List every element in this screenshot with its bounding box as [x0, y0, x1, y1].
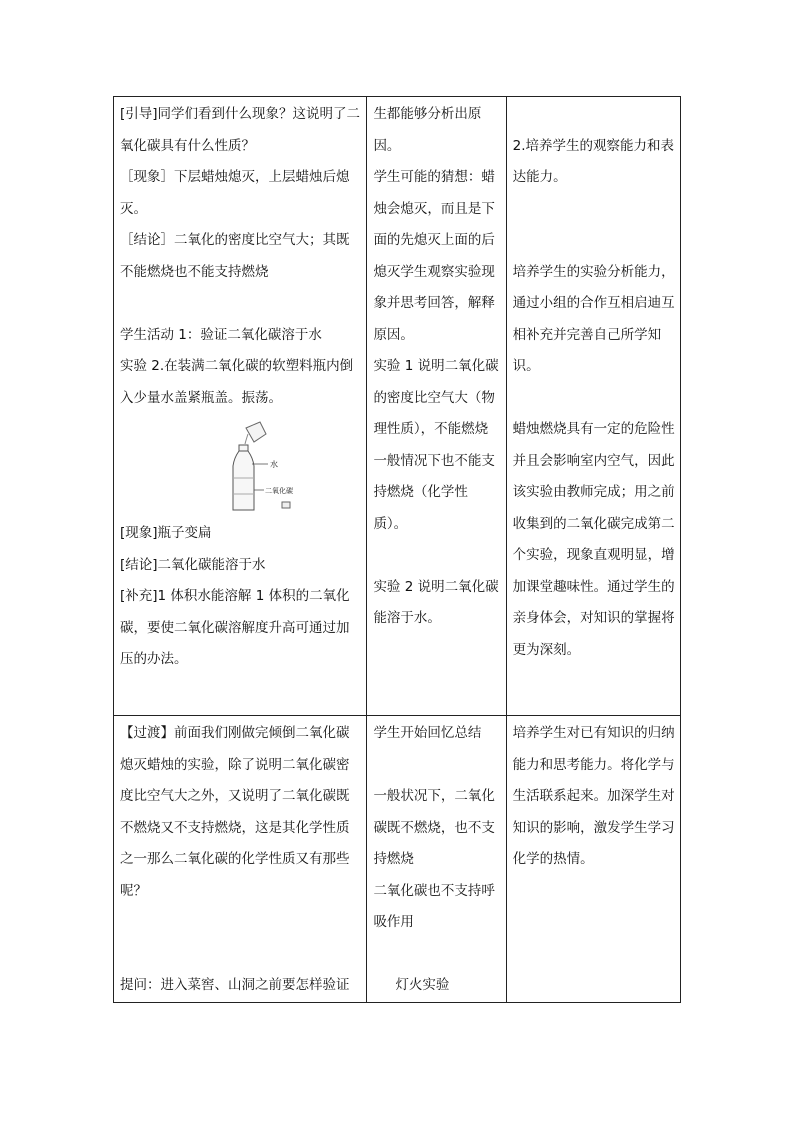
co2-property-text: 一般状况下，二氧化碳既不燃烧，也不支持燃烧	[373, 788, 495, 867]
experiment-2-text: 实验 2.在装满二氧化碳的软塑料瓶内倒入少量水盖紧瓶盖。振荡。	[120, 358, 354, 406]
co2-label: 二氧化碳	[265, 487, 293, 495]
bottle-illustration	[224, 418, 304, 518]
student-activity-title: 学生活动 1：验证二氧化碳溶于水	[120, 326, 322, 343]
transition-text: 【过渡】前面我们刚做完倾倒二氧化碳熄灭蜡烛的实验，除了说明二氧化碳密度比空气大之外，又说明了二氧化碳既不燃烧又不支持燃烧，这是其化学性质之一那么二氧化碳的化学性质又有那些呢？	[120, 725, 350, 899]
intent-analysis: 培养学生的实验分析能力，通过小组的合作互相启迪互相补充并完善自己所学知识。	[512, 263, 675, 374]
bottle-experiment-figure	[120, 414, 361, 518]
fire-test-text: 灯火实验	[395, 977, 450, 993]
design-intent-cell	[506, 97, 680, 716]
intent-safety: 蜡烛燃烧具有一定的危险性并且会影响室内空气，因此该实验由教师完成；用之前收集到的二氧化碳完成第二个实验，现象直观明显，增加课堂趣味性。通过学生的亲身体会，对知识的掌握将更为深刻。	[512, 421, 675, 658]
intent-summary: 培养学生对已有知识的归纳能力和思考能力。将化学与生活联系起来。加深学生对知识的影响，激发学生学习化学的热情。	[512, 725, 675, 867]
table-row	[114, 716, 681, 1003]
guide-question: [引导]同学们看到什么现象？这说明了二氧化碳具有什么性质？	[120, 106, 361, 154]
table-row	[114, 97, 681, 716]
question-text: 提问：进入菜窖、山洞之前要怎样验证	[120, 977, 350, 993]
student-recall-text: 学生开始回忆总结	[373, 725, 482, 741]
design-intent-cell	[506, 716, 680, 1003]
experiment-2-explanation: 实验 2 说明二氧化碳能溶于水。	[373, 578, 499, 626]
conclusion-2-text: [结论]二氧化碳能溶于水	[120, 556, 266, 573]
lesson-table	[113, 96, 681, 1003]
teacher-activity-cell	[114, 716, 367, 1003]
conclusion-text: ［结论］二氧化的密度比空气大；其既不能燃烧也不能支持燃烧	[120, 232, 350, 280]
student-activity-cell	[367, 97, 506, 716]
co2-respiration-text: 二氧化碳也不支持呼吸作用	[373, 882, 495, 930]
student-text-1: 生都能够分析出原因。	[373, 106, 482, 154]
student-guess-text: 学生可能的猜想：蜡烛会熄灭，而且是下面的先熄灭上面的后熄灭学生观察实验现象并思考回答，解释原因。	[373, 169, 495, 343]
supplement-text: [补充]1 体积水能溶解 1 体积的二氧化碳，要使二氧化碳溶解度升高可通过加压的办法。	[120, 588, 350, 667]
phenomenon-text: ［现象］下层蜡烛熄灭，上层蜡烛后熄灭。	[120, 169, 350, 217]
student-activity-cell	[367, 716, 506, 1003]
experiment-1-explanation: 实验 1 说明二氧化碳的密度比空气大（物理性质），不能燃烧一般情况下也不能支持燃烧（化学性质）。	[373, 358, 499, 532]
water-label: 水	[270, 460, 278, 469]
teacher-activity-cell	[114, 97, 367, 716]
phenomenon-2-text: [现象]瓶子变扁	[120, 525, 212, 541]
intent-observation: 2.培养学生的观察能力和表达能力。	[512, 137, 675, 185]
